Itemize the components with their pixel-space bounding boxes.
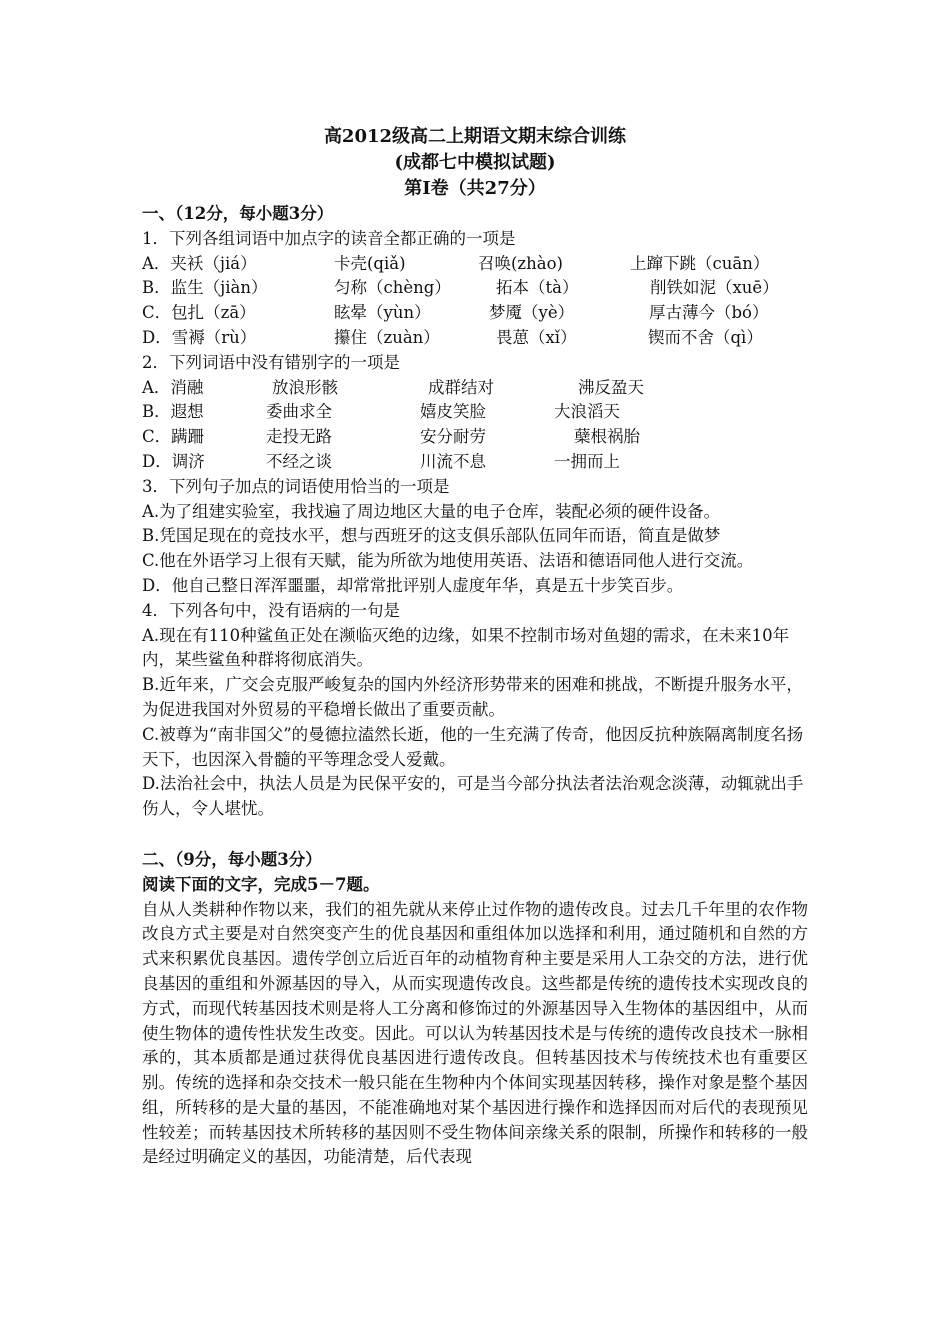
question-2-options	[142, 376, 808, 475]
option-cell: 卡壳(qiǎ)	[334, 253, 406, 273]
option-cell: C．包扎（zā）	[142, 303, 256, 323]
option-cell: 削铁如泥（xuē）	[650, 278, 779, 298]
section-1-heading: 一、（12分，每小题3分）	[142, 204, 334, 223]
option-cell: D．调济	[142, 451, 205, 471]
question-4-option-d: D.法治社会中，执法人员是为民保平安的，可是当今部分执法者法治观念淡薄，动辄就出手伤人，令人堪忧。	[142, 774, 804, 819]
option-cell: 川流不息	[420, 451, 486, 471]
option-cell: 走投无路	[266, 427, 332, 447]
question-1-stem: 1．下列各组词语中加点字的读音全都正确的一项是	[142, 228, 516, 248]
question-3-option-b: B.凭国足现在的竞技水平，想与西班牙的这支俱乐部队伍同年而语，简直是做梦	[142, 526, 721, 546]
option-cell: 嬉皮笑脸	[420, 402, 486, 422]
question-1-option-c	[142, 301, 808, 326]
question-1-option-b	[142, 276, 808, 301]
option-cell: 不经之谈	[266, 451, 332, 471]
question-4-option-b: B.近年来，广交会克服严峻复杂的国内外经济形势带来的困难和挑战，不断提升服务水平，为促进我国对外贸易的平稳增长做出了重要贡献。	[142, 675, 803, 719]
question-2-option-a	[142, 376, 808, 401]
option-cell: 委曲求全	[266, 402, 332, 422]
option-cell: 锲而不舍（qì）	[648, 327, 763, 347]
document-body	[142, 202, 808, 1170]
option-cell: 成群结对	[428, 377, 494, 397]
question-4-stem: 4．下列各句中，没有语病的一句是	[142, 600, 400, 620]
section-2-heading: 二、（9分，每小题3分）	[142, 849, 322, 869]
option-cell: A．消融	[142, 377, 204, 397]
option-cell: 匀称（chèng）	[334, 278, 451, 298]
option-cell: 大浪滔天	[554, 402, 620, 422]
option-cell: C．蹒跚	[142, 427, 205, 447]
question-2-option-b	[142, 400, 808, 425]
question-3-option-a: A.为了组建实验室，我找遍了周边地区大量的电子仓库，装配必须的硬件设备。	[142, 501, 721, 521]
option-cell: 沸反盈天	[578, 377, 644, 397]
question-1-option-d	[142, 326, 808, 351]
option-cell: 厚古薄今（bó）	[649, 303, 769, 323]
question-2-option-c	[142, 425, 808, 450]
option-cell: 拓本（tà）	[496, 278, 579, 298]
question-4-option-a: A.现在有110种鲨鱼正处在濒临灭绝的边缘，如果不控制市场对鱼翅的需求，在未来10年内，某些鲨鱼种群将彻底消失。	[142, 625, 790, 670]
option-cell: 安分耐劳	[420, 427, 486, 447]
question-2-option-d	[142, 450, 808, 475]
question-3-option-c: C.他在外语学习上很有天赋，能为所欲为地使用英语、法语和德语同他人进行交流。	[142, 551, 754, 571]
reading-instruction: 阅读下面的文字，完成5－7题。	[142, 874, 380, 894]
volume-title: 第Ⅰ卷（共27分）	[404, 178, 546, 199]
question-2-stem: 2．下列词语中没有错别字的一项是	[142, 352, 400, 372]
reading-passage: 自从人类耕种作物以来，我们的祖先就从来停止过作物的遗传改良。过去几千年里的农作物改良方式主要是对自然突变产生的优良基因和重组体加以选择和利用，通过随机和自然的方式来积累优良基因。遗传学创立后近百年的动植物育种主要是采用人工杂交的方法，进行优良基因的重组和外源基因的导入，从而实现遗传改良。这些都是传统的遗传技术实现改良的方式，而现代转基因技术则是将人工分离和修饰过的外源基因导入生物体的基因组中，从而使生物体的遗传性状发生改变。因此。可以认为转基因技术是与传统的遗传改良技术一脉相承的，其本质都是通过获得优良基因进行遗传改良。但转基因技术与传统技术也有重要区别。传统的选择和杂交技术一般只能在生物种内个体间实现基因转移，操作对象是整个基因组，所转移的是大量的基因，不能准确地对某个基因进行操作和选择因而对后代的表现预见性较差；而转基因技术所转移的基因则不受生物体间亲缘关系的限制，所操作和转移的一般是经过明确定义的基因，功能清楚，后代表现	[142, 899, 808, 1167]
section-spacer	[142, 822, 808, 848]
question-4-option-c: C.被尊为“南非国父”的曼德拉溘然长逝，他的一生充满了传奇，他因反抗种族隔离制度名扬天下，也因深入骨髓的平等理念受人爱戴。	[142, 724, 804, 769]
title-block	[142, 124, 808, 202]
option-cell: B．遐想	[142, 402, 204, 422]
question-3-stem: 3．下列句子加点的词语使用恰当的一项是	[142, 476, 450, 496]
question-1-options	[142, 252, 808, 351]
question-3-option-d: D．他自己整日浑浑噩噩，却常常批评别人虚度年华，真是五十步笑百步。	[142, 575, 684, 595]
option-cell: 梦魇（yè）	[489, 303, 575, 323]
option-cell: 放浪形骸	[272, 377, 338, 397]
option-cell: 上蹿下跳（cuān）	[630, 253, 770, 273]
option-cell: 一拥而上	[554, 451, 620, 471]
document-title: 高2012级高二上期语文期末综合训练	[323, 126, 627, 147]
option-cell: D．雪褥（rù）	[142, 327, 257, 347]
option-cell: 蘖根祸胎	[574, 427, 640, 447]
option-cell: B．监生（jiàn）	[142, 278, 268, 298]
option-cell: 召唤(zhào)	[478, 253, 563, 273]
option-cell: 攥住（zuàn）	[334, 327, 440, 347]
option-cell: A．夹袄（jiá）	[142, 253, 257, 273]
question-1-option-a	[142, 252, 808, 277]
option-cell: 畏葸（xǐ）	[496, 327, 577, 347]
option-cell: 眩晕（yùn）	[334, 303, 431, 323]
document-subtitle: (成都七中模拟试题)	[394, 152, 556, 173]
